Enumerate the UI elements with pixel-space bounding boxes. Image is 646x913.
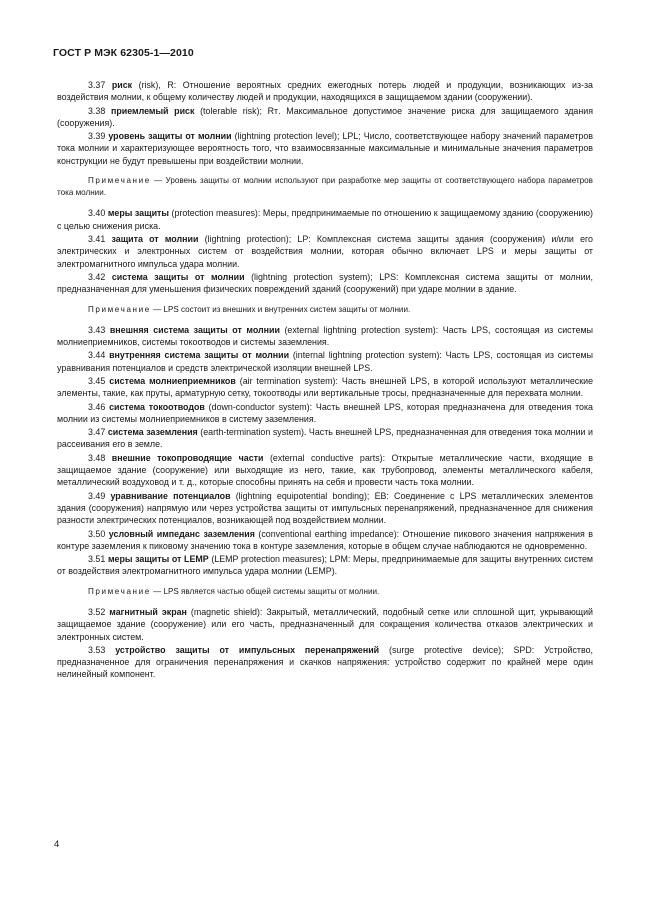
page-number: 4 (54, 839, 60, 850)
definition-term: риск (111, 80, 133, 90)
definition-number: 3.42 (88, 271, 106, 282)
definition-number: 3.38 (88, 105, 106, 116)
definition-number: 3.45 (88, 375, 106, 386)
definition-text: (down-conductor system): Часть внешней LPS, которая предназначена для отведения тока молнии из системы молниеприемников в систему заземления. (57, 401, 593, 424)
definition-3-43 (57, 324, 593, 349)
definition-3-53 (57, 644, 593, 681)
definition-3-39 (57, 130, 593, 167)
definition-3-49 (57, 490, 593, 527)
definition-number: 3.41 (88, 234, 106, 245)
note (57, 175, 593, 199)
definition-3-47 (57, 426, 593, 451)
definition-number: 3.46 (88, 401, 106, 412)
definition-number: 3.37 (88, 80, 106, 90)
standard-header: ГОСТ Р МЭК 62305-1—2010 (53, 47, 194, 59)
definition-term: система токоотводов (109, 401, 205, 412)
definition-text: (lightning protection system); LPS: Комплексная система защиты от молнии, предназначенная для уменьшения физических повреждений зданий (сооружений) при ударе молнии в здание. (57, 271, 593, 295)
definition-term: внешняя система защиты от молнии (109, 324, 280, 335)
definition-text: (earth-termination system). Часть внешней LPS, предназначенная для отведения тока молнии и рассеивания его в земле. (57, 427, 593, 450)
definition-text: (external conductive parts): Открытые металлические части, входящие в защищаемое здание (сооружение) или выходящие из него, такие, как трубопровод, элементы металлического кабеля, металлический воздуховод и т. д., которые способны принять на себя и провести часть тока молнии. (57, 452, 593, 488)
definition-number: 3.49 (88, 490, 106, 501)
definition-3-41 (57, 233, 593, 270)
definition-term: магнитный экран (109, 606, 187, 617)
note-label: Примечание (88, 304, 151, 314)
definition-term: система заземления (107, 427, 198, 438)
definition-text: (risk), R: Отношение вероятных средних ежегодных потерь людей и продукции, возникающих из-за воздействия молнии, к общему количеству людей и продукции, находящихся в защищаемом здании (сооружении). (57, 80, 593, 103)
definition-term: приемлемый риск (110, 105, 195, 116)
definition-number: 3.44 (88, 350, 106, 361)
definition-number: 3.53 (88, 644, 106, 655)
definition-term: внутренняя система защиты от молнии (109, 350, 290, 361)
definition-term: устройство защиты от импульсных перенапряжений (115, 644, 380, 655)
definition-text: (protection measures): Меры, предпринимаемые по отношению к защищаемому зданию (сооружению) с целью снижения риска. (57, 208, 593, 231)
definition-text: (tolerable risk); Rᴛ. Максимальное допустимое значение риска для защищаемого здания (сооружения). (57, 105, 593, 128)
definition-number: 3.52 (88, 606, 106, 617)
definition-number: 3.50 (88, 528, 106, 539)
definition-text: (lightning equipotential bonding); EB: Соединение с LPS металлических элементов здания (сооружения) напрямую или через устройства защиты от импульсных перенапряжений, предназначенное для снижения разности электрических потенциалов, возникающей под воздействием молнии. (57, 490, 594, 526)
definition-text: (external lightning protection system): Часть LPS, состоящая из системы молниеприемников, системы токоотводов и системы заземления. (57, 324, 594, 348)
definition-term: меры защиты от LEMP (107, 554, 209, 565)
definition-term: защита от молнии (111, 234, 199, 245)
definition-term: меры защиты (107, 208, 169, 219)
definition-term: система молниеприемников (109, 375, 236, 386)
definition-3-48 (57, 452, 593, 489)
definition-number: 3.43 (88, 324, 106, 335)
note (57, 586, 593, 598)
definition-text: (conventional earthing impedance): Отношение пикового значения напряжения в контуре заземления к пиковому значению тока в контуре заземления, которые в общем случае наблюдаются не одновременно. (57, 528, 594, 551)
definition-3-46 (57, 401, 593, 426)
definition-term: уровень защиты от молнии (108, 131, 232, 142)
note-text: — LPS состоит из внешних и внутренних систем защиты от молнии. (150, 304, 411, 314)
note-text: — Уровень защиты от молнии используют при разработке мер защиты от соответствующего набора параметров тока молнии. (57, 176, 593, 198)
definition-number: 3.39 (88, 131, 106, 142)
definition-3-44 (57, 349, 593, 374)
definition-number: 3.47 (88, 427, 106, 438)
definition-3-38 (57, 105, 593, 130)
note-label: Примечание (88, 586, 151, 596)
note-label: Примечание (88, 176, 151, 186)
definition-term: условный импеданс заземления (108, 528, 255, 539)
definition-3-51 (57, 553, 593, 578)
definitions-body (57, 79, 593, 682)
definition-3-42 (57, 271, 593, 296)
definition-3-52 (57, 606, 593, 643)
note (57, 304, 593, 316)
definition-text: (LEMP protection measures); LPM: Меры, предпринимаемые для защиты внутренних систем от воздействия электромагнитного импульса удара молнии (LEMP). (57, 554, 593, 577)
definition-text: (magnetic shield): Закрытый, металлический, подобный сетке или сплошной щит, укрывающий защищаемое здание (сооружение) или его часть, предназначенный для сокращения количества отказов электрических и электронных систем. (57, 606, 594, 642)
definition-text: (lightning protection level); LPL; Число, соответствующее набору значений параметров тока молнии и характеризующее вероятность того, что взаимосвязанные максимальные и минимальные значения параметров конструкции не будут превышены при воздействии молнии. (57, 131, 593, 166)
definition-number: 3.51 (88, 554, 106, 565)
definition-3-40 (57, 207, 593, 232)
definition-text: (surge protective device); SPD: Устройство, предназначенное для ограничения перенапряжения и скачков напряжения: устройство содержит по крайней мере один нелинейный компонент. (57, 644, 593, 680)
definition-text: (air termination system): Часть внешней LPS, в которой используют металлические элементы, такие, как пруты, арматурную сетку, токоотводы или вертикальные тросы, предназначенные для перехвата молнии. (57, 375, 594, 399)
definition-number: 3.48 (88, 452, 106, 463)
definition-3-45 (57, 375, 593, 400)
definition-text: (lightning protection); LP: Комплексная система защиты здания (сооружения) и/или его электрических и электронных систем от воздействия молнии, которая обычно включает LPS и меры защиты от электромагнитного импульса удара молнии. (57, 234, 593, 269)
definition-text: (internal lightning protection system): Часть LPS, состоящая из системы уравнивания потенциалов и средств электрической изоляции внешней LPS. (57, 350, 593, 373)
definition-3-50 (57, 528, 593, 553)
definition-3-37 (57, 79, 593, 104)
note-text: — LPS является частью общей системы защиты от молнии. (150, 586, 380, 596)
definition-term: внешние токопроводящие части (111, 452, 264, 463)
definition-term: система защиты от молнии (111, 271, 245, 282)
definition-term: уравнивание потенциалов (110, 490, 231, 501)
definition-number: 3.40 (88, 208, 106, 219)
